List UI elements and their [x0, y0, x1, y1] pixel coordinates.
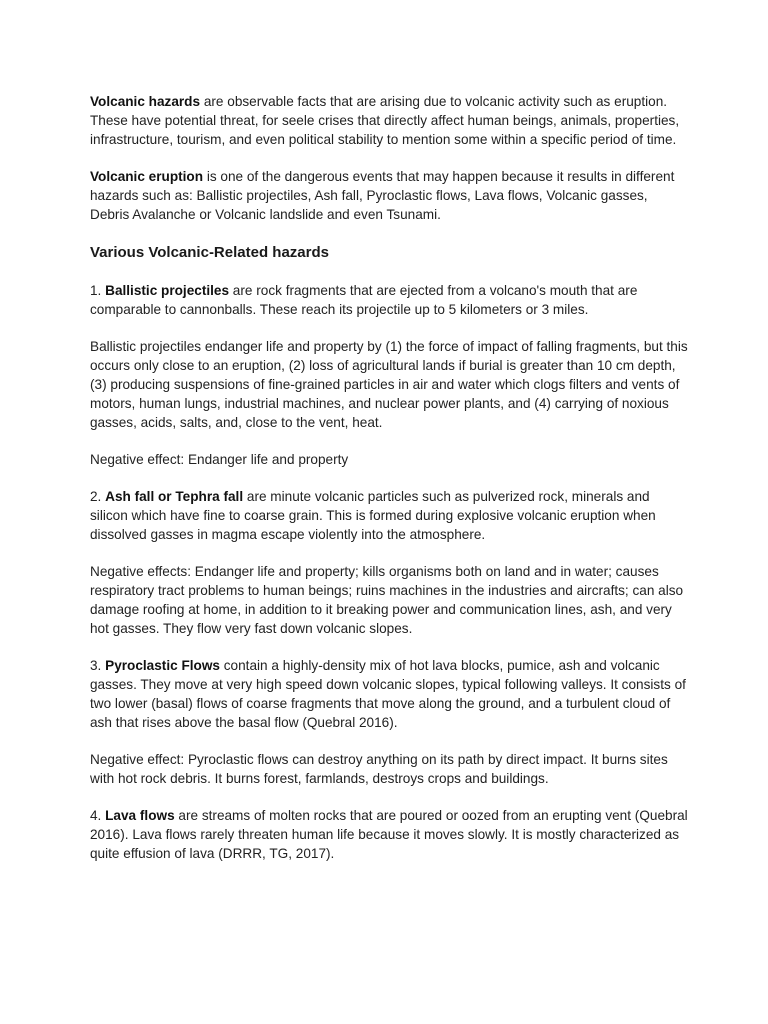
document-page	[90, 92, 690, 881]
hazard-ash-fall	[90, 487, 690, 544]
hazard-text: are streams of molten rocks that are poured or oozed from an erupting vent (Quebral 2016). Lava flows rarely threaten human life because it moves slowly. It is mostly characterized as quite effusion of lava (DRRR, TG, 2017).	[90, 808, 688, 861]
intro-paragraph-volcanic-hazards	[90, 92, 690, 149]
hazard-text: are rock fragments that are ejected from a volcano's mouth that are comparable to cannonballs. These reach its projectile up to 5 kilometers or 3 miles.	[90, 283, 638, 317]
term-lava-flows: Lava flows	[105, 808, 175, 823]
hazard-text: are minute volcanic particles such as pulverized rock, minerals and silicon which have fine to coarse grain. This is formed during explosive volcanic eruption when dissolved gasses in magma escape violently into the atmosphere.	[90, 489, 656, 542]
term-pyroclastic-flows: Pyroclastic Flows	[105, 658, 220, 673]
term-ballistic-projectiles: Ballistic projectiles	[105, 283, 230, 298]
term-volcanic-hazards: Volcanic hazards	[90, 94, 201, 109]
hazard-ballistic-projectiles	[90, 281, 690, 319]
hazard-number: 4.	[90, 808, 106, 823]
hazard-number: 1.	[90, 283, 106, 298]
hazard-number: 3.	[90, 658, 106, 673]
section-heading: Various Volcanic-Related hazards	[90, 244, 329, 261]
hazard-ash-fall-effect: Negative effects: Endanger life and property; kills organisms both on land and in water; causes respiratory tract problems to human beings; ruins machines in the industries and aircrafts; can also damage roofing at home, in addition to it breaking power and communication lines, ash, and very hot gasses. They flow very fast down volcanic slopes.	[90, 564, 684, 636]
hazard-pyroclastic-effect: Negative effect: Pyroclastic flows can destroy anything on its path by direct impact. It burns sites with hot rock debris. It burns forest, farmlands, destroys crops and buildings.	[90, 752, 668, 786]
term-volcanic-eruption: Volcanic eruption	[90, 169, 204, 184]
intro-text-volcanic-eruption: is one of the dangerous events that may happen because it results in different hazards such as: Ballistic projectiles, Ash fall, Pyroclastic flows, Lava flows, Volcanic gasses, Debris Avalanche or Volcanic landslide and even Tsunami.	[90, 169, 675, 222]
hazard-lava-flows	[90, 806, 690, 863]
hazard-text: contain a highly-density mix of hot lava blocks, pumice, ash and volcanic gasses. They move at very high speed down volcanic slopes, typical following valleys. It consists of two lower (basal) flows of coarse fragments that move along the ground, and a turbulent cloud of ash that rises above the basal flow (Quebral 2016).	[90, 658, 686, 730]
hazard-ballistic-effect: Negative effect: Endanger life and property	[90, 452, 349, 467]
intro-paragraph-volcanic-eruption	[90, 167, 690, 224]
hazard-number: 2.	[90, 489, 106, 504]
intro-text-volcanic-hazards: are observable facts that are arising due to volcanic activity such as eruption. These have potential threat, for seele crises that directly affect human beings, animals, properties, infrastructure, tourism, and even political stability to mention some within a specific period of time.	[90, 94, 680, 147]
hazard-ballistic-details: Ballistic projectiles endanger life and property by (1) the force of impact of falling fragments, but this occurs only close to an eruption, (2) loss of agricultural lands if burial is greater than 10 cm depth, (3) producing suspensions of fine-grained particles in air and water which clogs filters and vents of motors, human lungs, industrial machines, and nuclear power plants, and (4) carrying of noxious gasses, acids, salts, and, close to the vent, heat.	[90, 339, 688, 430]
term-ash-fall: Ash fall or Tephra fall	[105, 489, 244, 504]
hazard-pyroclastic-flows	[90, 656, 690, 732]
